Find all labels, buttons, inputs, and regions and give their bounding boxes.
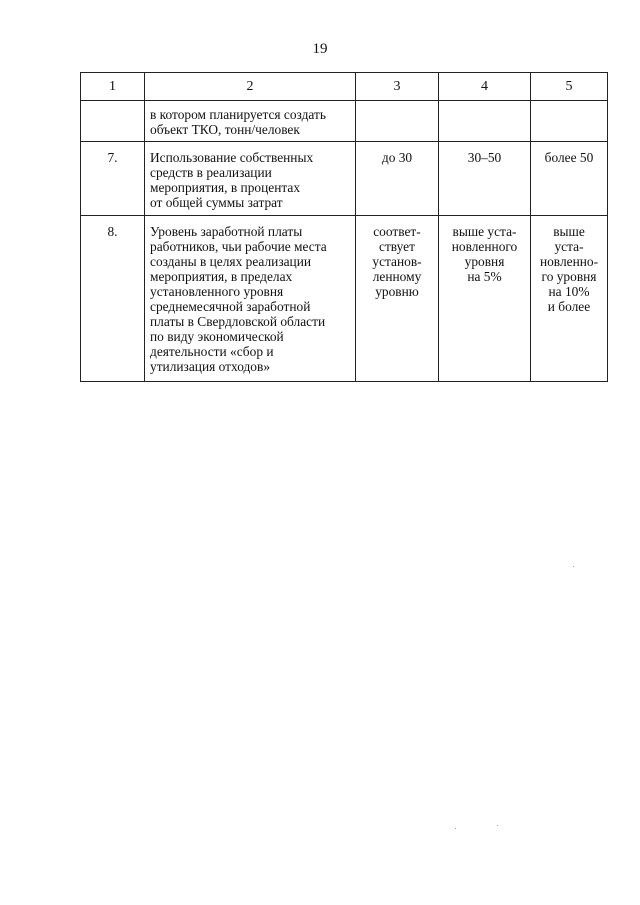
table-header-row <box>81 73 608 101</box>
description-line: средств в реализации <box>150 165 272 180</box>
row-value-cell-4 <box>439 142 531 216</box>
value-line: 30–50 <box>467 150 502 165</box>
row-value-cell-3 <box>356 101 439 142</box>
value-line: на 10% <box>548 284 590 299</box>
row-value-cell-4 <box>439 216 531 382</box>
row-value-cell-3 <box>356 216 439 382</box>
description-line: утилизация отходов» <box>150 359 271 374</box>
header-cell-1: 1 <box>81 73 145 101</box>
row-number-cell: 8. <box>81 216 145 382</box>
value-line: го уровня <box>541 269 597 284</box>
description-line: от общей суммы затрат <box>150 195 283 210</box>
value-line: ствует <box>379 239 415 254</box>
row-value-cell-5 <box>531 101 608 142</box>
scan-speck <box>573 566 574 567</box>
value-line: до 30 <box>381 150 413 165</box>
description-line: среднемесячной заработной <box>150 299 311 314</box>
scan-speck <box>497 825 498 826</box>
row-description-cell <box>145 142 356 216</box>
page-number: 19 <box>312 41 328 57</box>
description-line: работников, чьи рабочие места <box>150 239 327 254</box>
row-value-cell-5 <box>531 142 608 216</box>
table-row <box>81 142 608 216</box>
header-cell-4: 4 <box>439 73 531 101</box>
row-value-cell-3 <box>356 142 439 216</box>
value-line: уровню <box>375 284 419 299</box>
value-line: на 5% <box>467 269 502 284</box>
row-number-cell: 7. <box>81 142 145 216</box>
description-line: в котором планируется создать <box>150 107 326 122</box>
row-value-cell-4 <box>439 101 531 142</box>
description-line: Использование собственных <box>150 150 314 165</box>
value-line: и более <box>547 299 591 314</box>
header-cell-5: 5 <box>531 73 608 101</box>
value-line: соответ- <box>373 224 421 239</box>
description-line: по виду экономической <box>150 329 284 344</box>
value-line: выше уста- <box>452 224 517 239</box>
row-description-cell <box>145 216 356 382</box>
row-value-cell-5 <box>531 216 608 382</box>
table-row <box>81 216 608 382</box>
value-line: ленному <box>372 269 422 284</box>
header-cell-2: 2 <box>145 73 356 101</box>
description-line: деятельности «сбор и <box>150 344 274 359</box>
description-line: платы в Свердловской области <box>150 314 326 329</box>
description-line: мероприятия, в процентах <box>150 180 301 195</box>
value-line: новленного <box>451 239 518 254</box>
description-line: мероприятия, в пределах <box>150 269 293 284</box>
value-line: уста- <box>554 239 584 254</box>
scan-speck <box>455 828 456 829</box>
description-line: объект ТКО, тонн/человек <box>150 122 300 137</box>
description-line: установленного уровня <box>150 284 284 299</box>
table-row <box>81 101 608 142</box>
row-number-cell <box>81 101 145 142</box>
criteria-table <box>80 72 608 382</box>
description-line: Уровень заработной платы <box>150 224 303 239</box>
value-line: выше <box>553 224 585 239</box>
value-line: новленно- <box>539 254 599 269</box>
header-cell-3: 3 <box>356 73 439 101</box>
value-line: установ- <box>372 254 422 269</box>
value-line: более 50 <box>544 150 594 165</box>
description-line: созданы в целях реализации <box>150 254 312 269</box>
row-description-cell <box>145 101 356 142</box>
value-line: уровня <box>464 254 505 269</box>
